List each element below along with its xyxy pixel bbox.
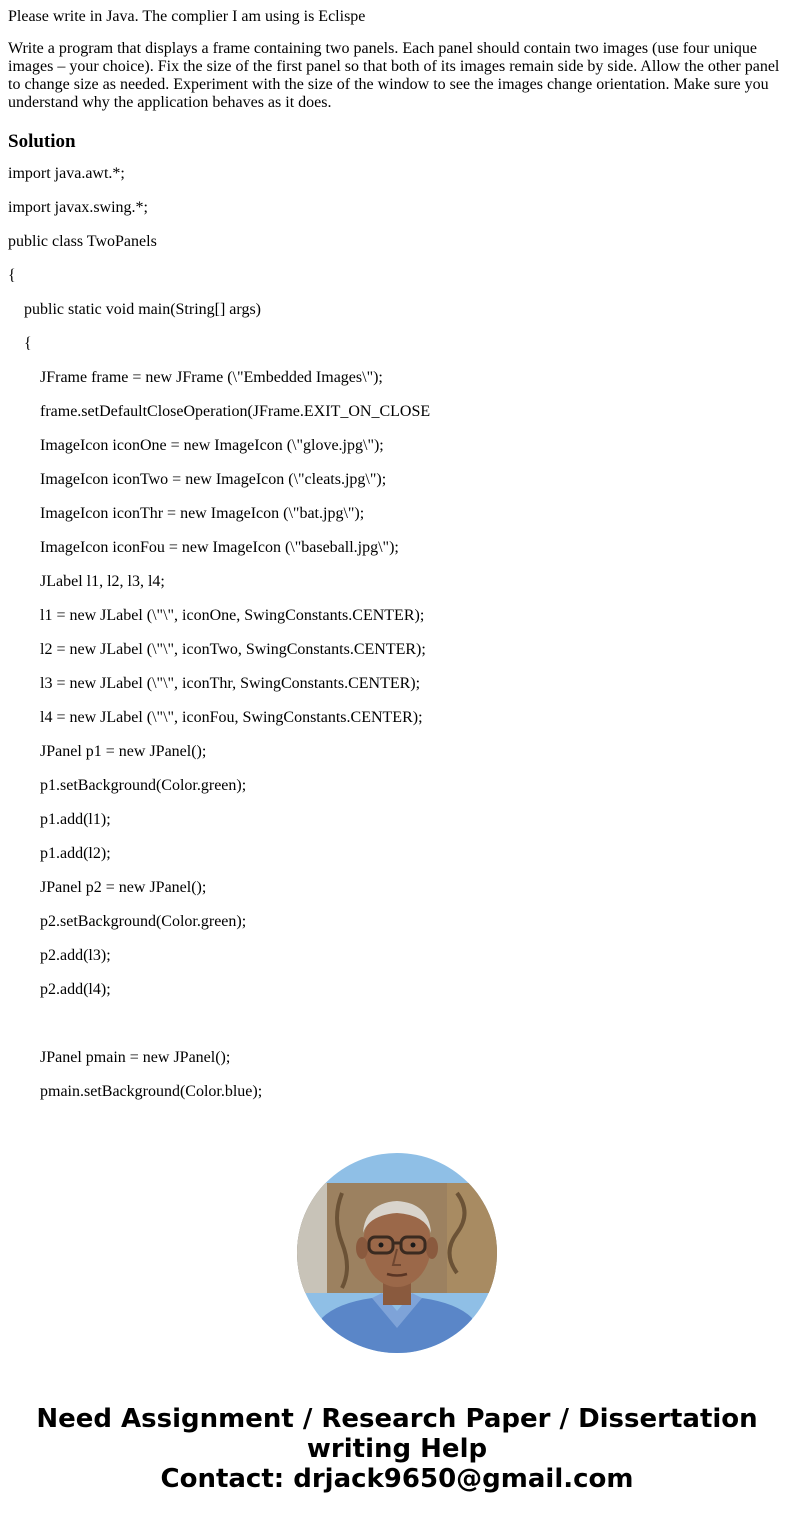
question-line: Please write in Java. The complier I am using is Eclispe xyxy=(8,8,366,25)
code-line: p2.setBackground(Color.green); xyxy=(8,913,247,930)
code-line: import java.awt.*; xyxy=(8,165,125,182)
document-content xyxy=(8,8,786,1117)
code-line: public class TwoPanels xyxy=(8,233,157,250)
code-line: pmain.setBackground(Color.blue); xyxy=(8,1083,263,1100)
code-line: l1 = new JLabel (\"\", iconOne, SwingConstants.CENTER); xyxy=(8,607,425,624)
code-line: p2.add(l4); xyxy=(8,981,111,998)
code-line xyxy=(8,1015,786,1049)
code-line: JPanel pmain = new JPanel(); xyxy=(8,1049,231,1066)
code-line: public static void main(String[] args) xyxy=(8,301,261,318)
code-line: import javax.swing.*; xyxy=(8,199,148,216)
footer-line: Need Assignment / Research Paper / Dissertation xyxy=(36,1404,758,1434)
code-line: p1.setBackground(Color.green); xyxy=(8,777,247,794)
code-line: l4 = new JLabel (\"\", iconFou, SwingConstants.CENTER); xyxy=(8,709,423,726)
code-line: p2.add(l3); xyxy=(8,947,111,964)
footer-banner xyxy=(0,1404,794,1494)
code-line: p1.add(l2); xyxy=(8,845,111,862)
question-body: Write a program that displays a frame containing two panels. Each panel should contain two images (use four unique images – your choice). Fix the size of the first panel so that both of its images remain side by side. Allow the other panel to change size as needed. Experiment with the size of the window to see the images change orientation. Make sure you understand why the application behaves as it does. xyxy=(8,40,780,111)
solution-heading: Solution xyxy=(8,131,76,152)
code-line: ImageIcon iconOne = new ImageIcon (\"glove.jpg\"); xyxy=(8,437,384,454)
code-line: frame.setDefaultCloseOperation(JFrame.EXIT_ON_CLOSE xyxy=(8,403,431,420)
person-photo-icon xyxy=(297,1153,497,1353)
code-line: JFrame frame = new JFrame (\"Embedded Images\"); xyxy=(8,369,383,386)
contact-email: Contact: drjack9650@gmail.com xyxy=(160,1464,634,1494)
code-line: l2 = new JLabel (\"\", iconTwo, SwingConstants.CENTER); xyxy=(8,641,426,658)
code-line: p1.add(l1); xyxy=(8,811,111,828)
code-line: JPanel p1 = new JPanel(); xyxy=(8,743,207,760)
code-line: JPanel p2 = new JPanel(); xyxy=(8,879,207,896)
code-line: { xyxy=(8,267,16,284)
code-line: ImageIcon iconTwo = new ImageIcon (\"cleats.jpg\"); xyxy=(8,471,387,488)
footer-line: writing Help xyxy=(306,1434,488,1464)
code-block xyxy=(8,165,786,1117)
code-line: JLabel l1, l2, l3, l4; xyxy=(8,573,165,590)
code-line: ImageIcon iconFou = new ImageIcon (\"baseball.jpg\"); xyxy=(8,539,399,556)
code-line: { xyxy=(8,335,32,352)
code-line: ImageIcon iconThr = new ImageIcon (\"bat.jpg\"); xyxy=(8,505,365,522)
code-line: l3 = new JLabel (\"\", iconThr, SwingConstants.CENTER); xyxy=(8,675,421,692)
author-avatar xyxy=(297,1153,497,1353)
